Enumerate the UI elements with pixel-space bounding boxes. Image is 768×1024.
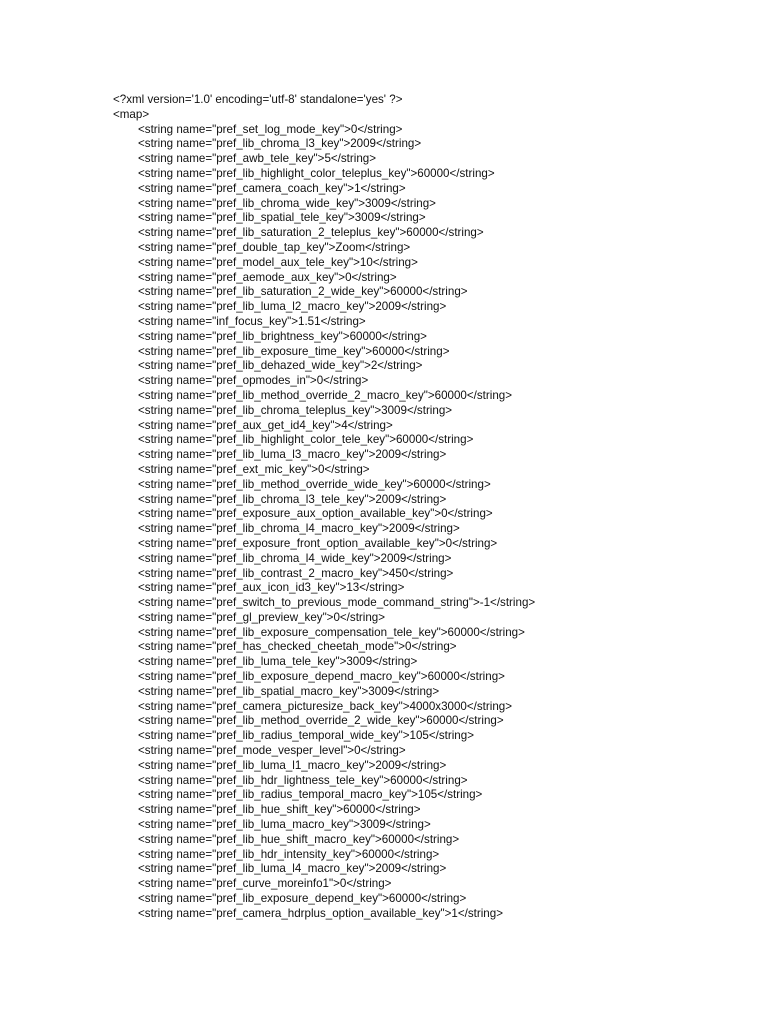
string-entry: <string name="pref_lib_dehazed_wide_key">2</string>	[138, 359, 423, 373]
string-entry: <string name="pref_awb_tele_key">5</string>	[138, 152, 377, 166]
string-entry: <string name="pref_lib_hdr_lightness_tele_key">60000</string>	[138, 773, 468, 787]
string-entry: <string name="pref_aux_icon_id3_key">13</string>	[138, 581, 405, 595]
string-entry: <string name="pref_model_aux_tele_key">10</string>	[138, 255, 418, 269]
string-entry: <string name="pref_lib_exposure_depend_macro_key">60000</string>	[138, 670, 505, 684]
string-entries-list	[113, 123, 753, 922]
string-entry: <string name="pref_lib_radius_temporal_wide_key">105</string>	[138, 729, 474, 743]
string-entry: <string name="pref_lib_saturation_2_teleplus_key">60000</string>	[138, 226, 484, 240]
string-entry: <string name="pref_lib_spatial_macro_key">3009</string>	[138, 684, 440, 698]
string-entry: <string name="pref_lib_hdr_intensity_key">60000</string>	[138, 847, 440, 861]
string-entry: <string name="pref_lib_chroma_l4_macro_key">2009</string>	[138, 522, 460, 536]
map-open-tag: <map>	[113, 107, 150, 121]
string-entry: <string name="inf_focus_key">1.51</string>	[138, 314, 366, 328]
string-entry: <string name="pref_lib_chroma_l3_key">2009</string>	[138, 137, 422, 151]
string-entry: <string name="pref_lib_method_override_2_wide_key">60000</string>	[138, 714, 504, 728]
string-entry: <string name="pref_camera_coach_key">1</string>	[138, 181, 406, 195]
string-entry: <string name="pref_lib_hue_shift_macro_key">60000</string>	[138, 832, 460, 846]
string-entry: <string name="pref_double_tap_key">Zoom</string>	[138, 240, 411, 254]
string-entry: <string name="pref_lib_exposure_compensation_tele_key">60000</string>	[138, 625, 525, 639]
string-entry: <string name="pref_aemode_aux_key">0</string>	[138, 270, 397, 284]
string-entry: <string name="pref_aux_get_id4_key">4</string>	[138, 418, 393, 432]
string-entry: <string name="pref_lib_luma_macro_key">3009</string>	[138, 818, 431, 832]
string-entry: <string name="pref_lib_luma_l3_macro_key">2009</string>	[138, 448, 447, 462]
string-entry: <string name="pref_camera_picturesize_back_key">4000x3000</string>	[138, 699, 512, 713]
string-entry: <string name="pref_lib_luma_l4_macro_key">2009</string>	[138, 862, 447, 876]
string-entry: <string name="pref_lib_method_override_2_macro_key">60000</string>	[138, 388, 512, 402]
string-entry: <string name="pref_lib_chroma_wide_key">3009</string>	[138, 196, 436, 210]
string-entry: <string name="pref_switch_to_previous_mode_command_string">-1</string>	[138, 596, 536, 610]
string-entry: <string name="pref_mode_vesper_level">0</string>	[138, 744, 406, 758]
string-entry: <string name="pref_exposure_front_option_available_key">0</string>	[138, 536, 498, 550]
string-entry: <string name="pref_lib_spatial_tele_key">3009</string>	[138, 211, 426, 225]
string-entry: <string name="pref_lib_hue_shift_key">60000</string>	[138, 803, 421, 817]
string-entry: <string name="pref_lib_luma_tele_key">3009</string>	[138, 655, 418, 669]
string-entry: <string name="pref_lib_luma_l2_macro_key">2009</string>	[138, 300, 447, 314]
string-entry: <string name="pref_curve_moreinfo1">0</string>	[138, 877, 392, 891]
string-entry: <string name="pref_lib_exposure_depend_key">60000</string>	[138, 892, 467, 906]
string-entry: <string name="pref_ext_mic_key">0</string>	[138, 462, 370, 476]
xml-document	[113, 93, 753, 922]
string-entry: <string name="pref_exposure_aux_option_available_key">0</string>	[138, 507, 493, 521]
string-entry: <string name="pref_lib_radius_temporal_macro_key">105</string>	[138, 788, 483, 802]
string-entry: <string name="pref_opmodes_in">0</string>	[138, 374, 369, 388]
string-entry: <string name="pref_lib_brightness_key">60000</string>	[138, 329, 427, 343]
string-entry: <string name="pref_lib_highlight_color_teleplus_key">60000</string>	[138, 166, 495, 180]
string-entry: <string name="pref_set_log_mode_key">0</string>	[138, 122, 403, 136]
string-entry: <string name="pref_gl_preview_key">0</string>	[138, 610, 386, 624]
string-entry: <string name="pref_lib_exposure_time_key">60000</string>	[138, 344, 450, 358]
string-entry: <string name="pref_has_checked_cheetah_mode">0</string>	[138, 640, 457, 654]
string-entry: <string name="pref_lib_luma_l1_macro_key">2009</string>	[138, 758, 447, 772]
string-entry: <string name="pref_lib_method_override_wide_key">60000</string>	[138, 477, 491, 491]
string-entry: <string name="pref_lib_chroma_l3_tele_key">2009</string>	[138, 492, 447, 506]
string-entry: <string name="pref_lib_chroma_l4_wide_key">2009</string>	[138, 551, 452, 565]
string-entry: <string name="pref_lib_contrast_2_macro_key">450</string>	[138, 566, 454, 580]
string-entry: <string name="pref_lib_highlight_color_tele_key">60000</string>	[138, 433, 474, 447]
string-entry: <string name="pref_camera_hdrplus_option_available_key">1</string>	[138, 906, 503, 920]
string-entry: <string name="pref_lib_chroma_teleplus_key">3009</string>	[138, 403, 453, 417]
xml-declaration: <?xml version='1.0' encoding='utf-8' standalone='yes' ?>	[113, 93, 403, 106]
string-entry: <string name="pref_lib_saturation_2_wide_key">60000</string>	[138, 285, 468, 299]
